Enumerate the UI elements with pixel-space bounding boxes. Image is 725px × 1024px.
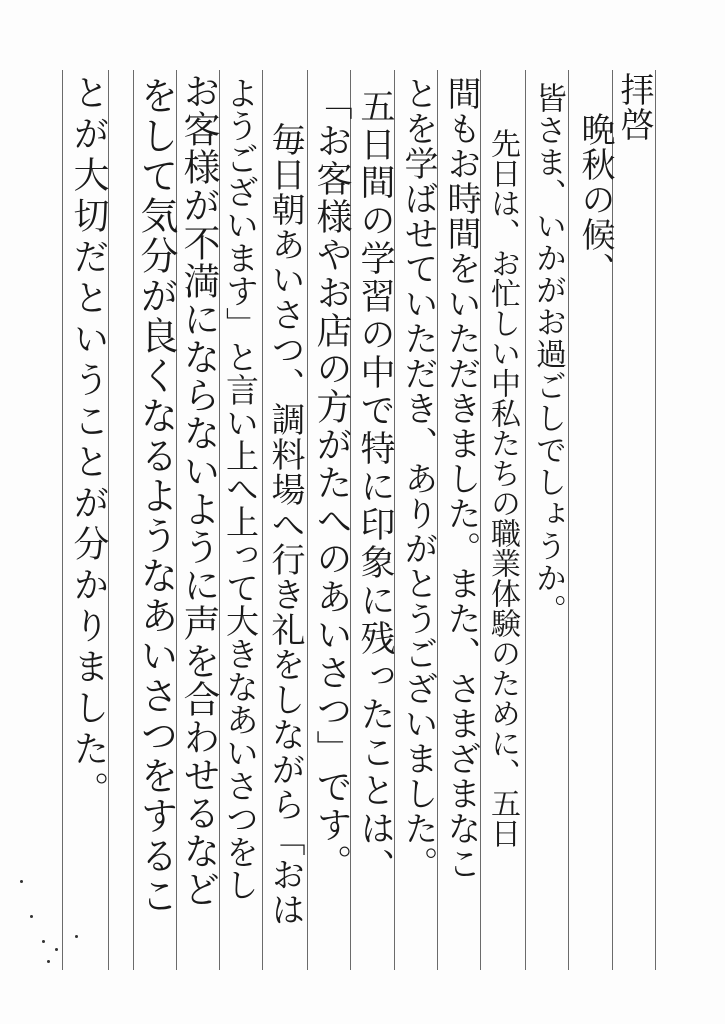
letter-line-3: 皆さま、いかがお過ごしでしょうか。 [530,82,566,626]
letter-line-6: とを学ばせていただき、ありがとうございました。 [398,76,438,881]
ruled-line [525,70,526,970]
letter-line-2: 晩秋の候、 [575,112,615,287]
letter-line-13: とが大切だということが分かりました。 [68,74,109,812]
letter-line-11: お客様が不満にならないように声を合わせるなど [177,72,220,908]
letter-line-10: ようございます」と言い上へ上って大きなあいさつをし [221,76,260,901]
letter-line-8: 「お客様やお店の方がたへのあいさつ」です。 [311,84,352,882]
ruled-line [262,70,263,970]
letter-line-5: 間もお時間をいただきました。また、さまざまなこ [441,76,481,881]
letter-line-12: をして気分が良くなるようなあいさつをするこ [134,76,178,916]
scan-speck [20,880,23,883]
scan-speck [75,935,78,938]
letter-line-1: 拝啓 [614,72,654,142]
letter-line-4: 先日は、お忙しい中私たちの職業体験のために、五日 [485,128,520,848]
letter-line-9: 毎日朝あいさつ、調料場へ行き礼をしながら「おは [265,122,305,927]
scan-speck [47,960,50,963]
ruled-line [568,70,569,970]
scan-speck [30,915,33,918]
scan-speck [42,940,45,943]
ruled-line [307,70,308,970]
scan-speck [55,948,58,951]
ruled-line [655,70,656,970]
ruled-line [62,70,63,970]
letter-line-7: 五日間の学習の中で特に印象に残ったことは、 [355,88,395,886]
